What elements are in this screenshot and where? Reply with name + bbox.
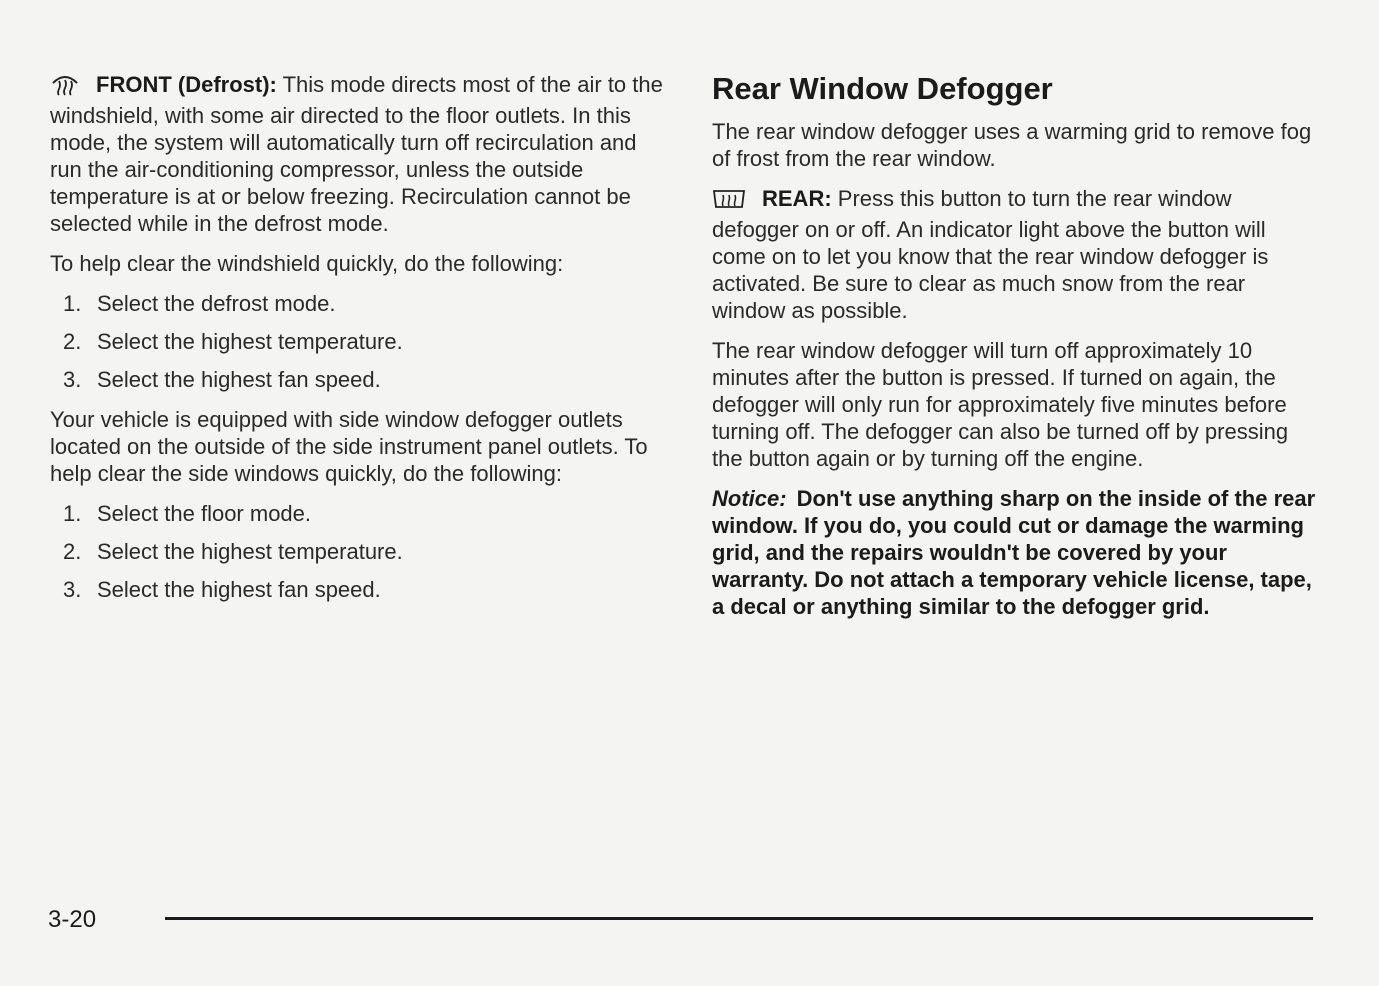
side-window-steps: [50, 500, 670, 603]
rear-defogger-icon: [712, 188, 746, 216]
section-heading: Rear Window Defogger: [712, 71, 1053, 106]
front-defrost-icon: [50, 70, 80, 102]
list-item: 3. Select the highest fan speed.: [63, 577, 381, 602]
defogger-timer-paragraph: The rear window defogger will turn off approximately 10 minutes after the button is pressed. If turned on again, the defogger will only run for approximately five minutes before turning off. The defogger can also be turned off by pressing the button again or by turning off the engine.: [712, 338, 1289, 471]
side-window-intro: Your vehicle is equipped with side window defogger outlets located on the outside of the side instrument panel outlets. To help clear the side windows quickly, do the following:: [50, 407, 648, 486]
list-item: 2. Select the highest temperature.: [63, 329, 403, 354]
page-number: 3-20: [48, 906, 97, 933]
rear-defogger-label: REAR:: [762, 186, 832, 211]
notice-paragraph: [712, 485, 1324, 620]
left-column: [50, 70, 670, 616]
notice-label: Notice:: [712, 486, 787, 511]
notice-text: Don't use anything sharp on the inside of the rear window. If you do, you could cut or damage the warming grid, and the repairs wouldn't be covered by your warranty. Do not attach a temporary vehicle license, tape, a decal or anything similar to the defogger grid.: [712, 486, 1316, 619]
list-item: 2. Select the highest temperature.: [63, 539, 403, 564]
front-defrost-label: FRONT (Defrost):: [96, 72, 277, 97]
front-defrost-paragraph: [50, 70, 670, 237]
footer-rule: [165, 917, 1313, 920]
rear-defogger-text: Press this button to turn the rear window defogger on or off. An indicator light above the button will come on to let you know that the rear window defogger is activated. Be sure to clear as much snow from the rear window as possible.: [712, 186, 1269, 323]
windshield-steps: [50, 290, 670, 393]
list-item: 1. Select the floor mode.: [63, 501, 312, 526]
defogger-intro: The rear window defogger uses a warming grid to remove fog of frost from the rear window.: [712, 119, 1312, 171]
list-item: 1. Select the defrost mode.: [63, 291, 336, 316]
right-column: [712, 70, 1324, 620]
list-item: 3. Select the highest fan speed.: [63, 367, 381, 392]
rear-defogger-paragraph: [712, 185, 1324, 324]
windshield-intro: To help clear the windshield quickly, do the following:: [50, 251, 564, 276]
front-defrost-text: This mode directs most of the air to the windshield, with some air directed to the floor outlets. In this mode, the system will automatically turn off recirculation and run the air-conditioning compressor, unless the outside temperature is at or below freezing. Recirculation cannot be selected while in the defrost mode.: [50, 72, 663, 236]
